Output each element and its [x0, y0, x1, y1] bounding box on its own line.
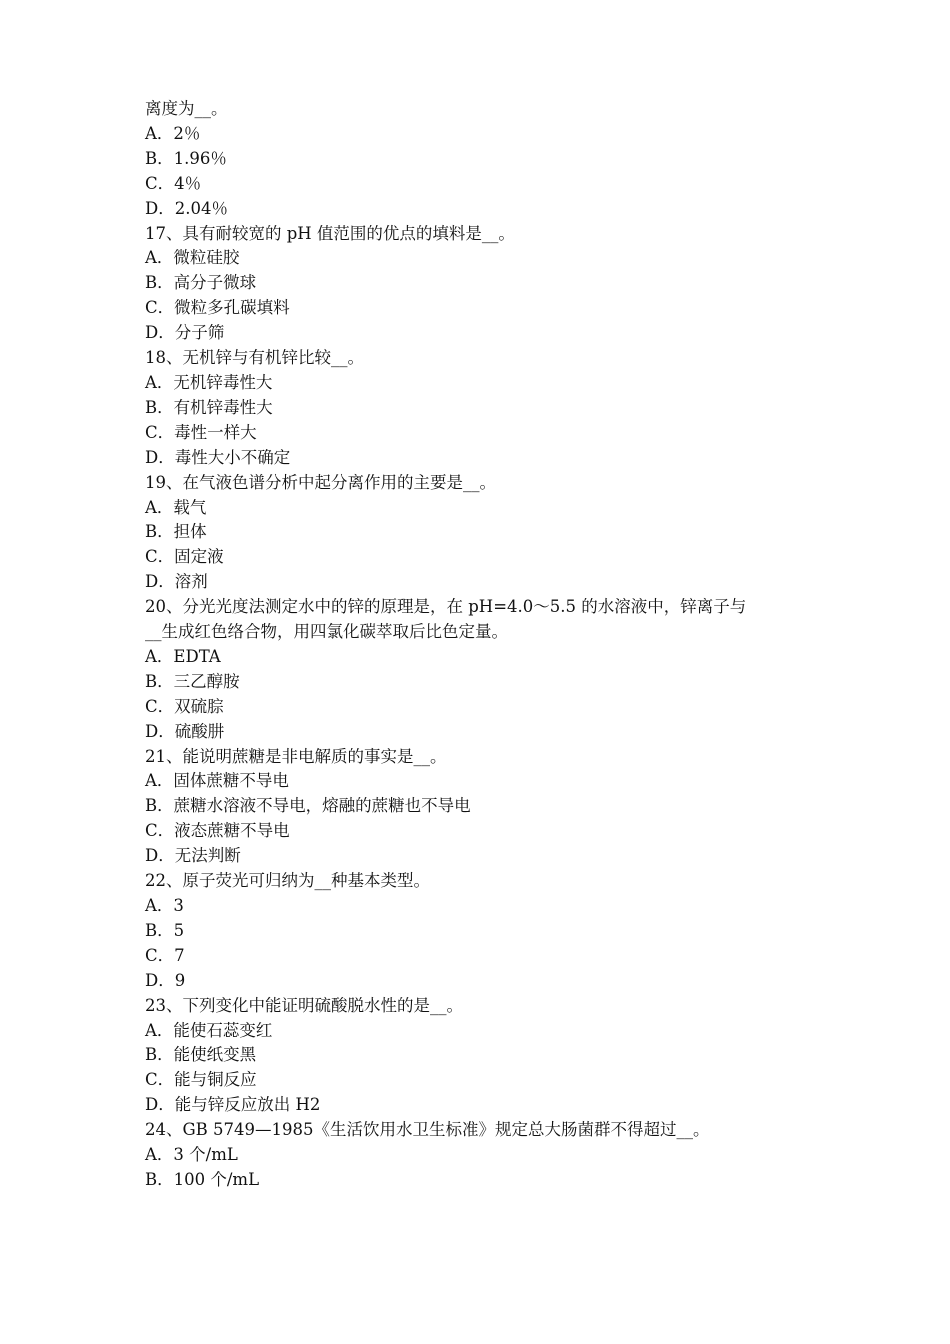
option-line: C．7 — [145, 945, 185, 965]
option-line: B．5 — [145, 920, 185, 940]
option-line: D．9 — [145, 970, 186, 990]
option-line: A．3 — [145, 896, 184, 915]
option-line: B．100 个/mL — [145, 1169, 260, 1189]
option-line: C．能与铜反应 — [145, 1070, 257, 1090]
option-line: C．毒性一样大 — [145, 422, 257, 442]
question-23: 23、下列变化中能证明硫酸脱水性的是__。 — [145, 995, 463, 1015]
option-line: A．载气 — [145, 497, 207, 517]
option-line: B．担体 — [145, 522, 207, 542]
option-line: A．能使石蕊变红 — [145, 1020, 273, 1040]
question-20: 20、分光光度法测定水中的锌的原理是，在 pH=4.0～5.5 的水溶液中，锌离子与 — [145, 597, 747, 617]
option-line: B．能使纸变黑 — [145, 1045, 257, 1065]
option-line: D．分子筛 — [145, 323, 225, 343]
text-line: 离度为__。 — [145, 99, 228, 118]
option-line: B．有机锌毒性大 — [145, 397, 273, 417]
question-19: 19、在气液色谱分析中起分离作用的主要是__。 — [145, 472, 496, 492]
option-line: C．液态蔗糖不导电 — [145, 821, 290, 841]
option-line: B．三乙醇胺 — [145, 671, 240, 691]
question-20-continued: __生成红色络合物，用四氯化碳萃取后比色定量。 — [145, 622, 508, 642]
document-body — [145, 97, 825, 1193]
option-line: D．无法判断 — [145, 846, 241, 866]
question-22: 22、原子荧光可归纳为__种基本类型。 — [145, 871, 430, 891]
option-line: B．高分子微球 — [145, 273, 257, 293]
question-24: 24、GB 5749—1985《生活饮用水卫生标准》规定总大肠菌群不得超过__。 — [145, 1120, 710, 1140]
option-line: C．4％ — [145, 173, 202, 193]
option-line: A．微粒硅胶 — [145, 248, 240, 268]
question-21: 21、能说明蔗糖是非电解质的事实是__。 — [145, 746, 447, 766]
option-line: A．无机锌毒性大 — [145, 372, 273, 392]
question-18: 18、无机锌与有机锌比较__。 — [145, 348, 364, 368]
option-line: A．EDTA — [145, 646, 221, 666]
option-line: D．溶剂 — [145, 572, 208, 592]
option-line: C．双硫腙 — [145, 696, 224, 716]
option-line: C．微粒多孔碳填料 — [145, 298, 290, 318]
option-line: D．2.04％ — [145, 198, 228, 218]
option-line: D．能与锌反应放出 H2 — [145, 1095, 321, 1115]
question-17: 17、具有耐较宽的 pH 值范围的优点的填料是__。 — [145, 223, 515, 243]
option-line: A．3 个/mL — [145, 1145, 238, 1165]
option-line: D．毒性大小不确定 — [145, 447, 291, 467]
option-line: A．2％ — [145, 123, 201, 143]
option-line: B．1.96％ — [145, 148, 227, 168]
option-line: D．硫酸肼 — [145, 721, 225, 741]
option-line: B．蔗糖水溶液不导电，熔融的蔗糖也不导电 — [145, 796, 471, 816]
option-line: C．固定液 — [145, 547, 224, 567]
option-line: A．固体蔗糖不导电 — [145, 771, 289, 791]
